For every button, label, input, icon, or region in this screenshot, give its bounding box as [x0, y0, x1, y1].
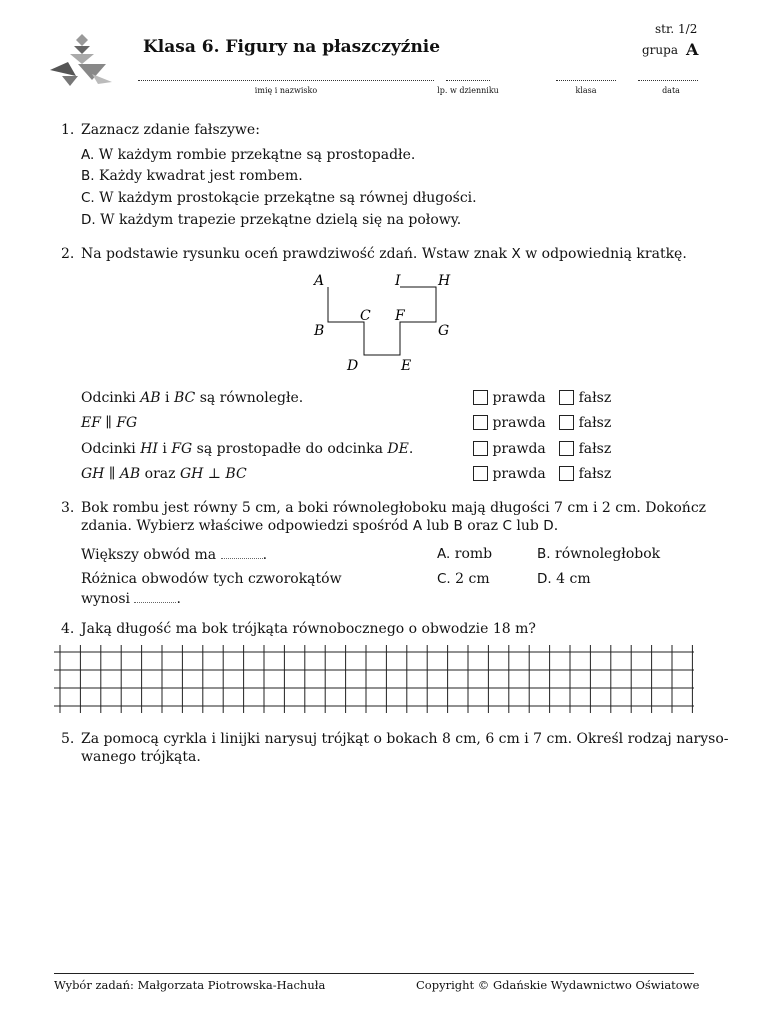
q1-option-c[interactable]: C. W każdym prostokącie przekątne są równej długości. — [81, 190, 477, 206]
q3-sentence-2a: Różnica obwodów tych czworokątów — [81, 571, 342, 587]
footer-author: Wybór zadań: Małgorzata Piotrowska-Hachuła — [54, 978, 326, 992]
q3-number: 3. — [61, 500, 75, 516]
q3-text-line2: zdania. Wybierz właściwe odpowiedzi spośród A lub B oraz C lub D. — [81, 518, 559, 534]
point-i-label: I — [395, 273, 401, 289]
q3-option-d[interactable]: D. 4 cm — [537, 571, 591, 587]
point-h-label: H — [438, 273, 451, 289]
point-e-label: E — [401, 358, 412, 374]
q1-option-d[interactable]: D. W każdym trapezie przekątne dzielą się na połowy. — [81, 212, 462, 228]
q2-text: Na podstawie rysunku oceń prawdziwość zdań. Wstaw znak X w odpowiednią kratkę. — [81, 246, 687, 262]
q2-statement-1: Odcinki AB i BC są równoległe. — [81, 390, 304, 406]
q2-row3-false-checkbox[interactable] — [559, 441, 574, 456]
date-field-label: data — [662, 86, 680, 95]
q2-row4-true-checkbox[interactable] — [473, 466, 488, 481]
q2-statement-3: Odcinki HI i FG są prostopadłe do odcinka DE. — [81, 441, 414, 457]
q1-option-a[interactable]: A. W każdym rombie przekątne są prostopadłe. — [81, 147, 416, 163]
q1-number: 1. — [61, 122, 75, 138]
q5-number: 5. — [61, 731, 75, 747]
q3-option-b[interactable]: B. równoległobok — [537, 546, 661, 562]
q3-blank-2[interactable] — [134, 590, 176, 603]
q3-option-c[interactable]: C. 2 cm — [437, 571, 490, 587]
q2-statement-4: GH ∥ AB oraz GH ⊥ BC — [81, 466, 247, 482]
point-a-label: A — [314, 273, 325, 289]
q3-blank-1[interactable] — [221, 546, 263, 559]
point-d-label: D — [347, 358, 359, 374]
q1-text: Zaznacz zdanie fałszywe: — [81, 122, 260, 138]
q3-text-line1: Bok rombu jest równy 5 cm, a boki równoległoboku mają długości 7 cm i 2 cm. Dokończ — [81, 500, 707, 516]
q3-option-a[interactable]: A. romb — [437, 546, 493, 562]
group-label: grupa — [642, 43, 678, 57]
footer-rule — [54, 973, 694, 974]
q2-row1-true-checkbox[interactable] — [473, 390, 488, 405]
page-title: Klasa 6. Figury na płaszczyźnie — [143, 37, 441, 57]
q4-number: 4. — [61, 621, 75, 637]
q2-statement-2: EF ∥ FG — [81, 415, 138, 431]
point-f-label: F — [395, 308, 405, 324]
point-g-label: G — [438, 323, 450, 339]
number-field-line[interactable] — [446, 80, 490, 81]
q2-answer-row-4: prawda fałsz — [473, 466, 611, 482]
q4-answer-grid[interactable] — [54, 645, 694, 715]
q3-sentence-2b: wynosi . — [81, 591, 181, 607]
point-b-label: B — [314, 323, 325, 339]
q2-answer-row-3: prawda fałsz — [473, 441, 611, 457]
q2-row1-false-checkbox[interactable] — [559, 390, 574, 405]
q5-text-line1: Za pomocą cyrkla i linijki narysuj trójkąt o bokach 8 cm, 6 cm i 7 cm. Określ rodzaj naryso- — [81, 731, 729, 747]
group-letter: A — [686, 40, 699, 59]
name-field-line[interactable] — [138, 80, 434, 81]
number-field-label: lp. w dzienniku — [437, 86, 499, 95]
tangram-logo — [48, 34, 114, 86]
q2-answer-row-2: prawda fałsz — [473, 415, 611, 431]
date-field-line[interactable] — [638, 80, 698, 81]
q1-option-b[interactable]: B. Każdy kwadrat jest rombem. — [81, 168, 303, 184]
point-c-label: C — [360, 308, 371, 324]
q5-text-line2: wanego trójkąta. — [81, 749, 201, 765]
q2-answer-row-1: prawda fałsz — [473, 390, 611, 406]
name-field-label: imię i nazwisko — [254, 86, 318, 95]
q2-row4-false-checkbox[interactable] — [559, 466, 574, 481]
q2-figure — [300, 266, 470, 376]
q4-text: Jaką długość ma bok trójkąta równobocznego o obwodzie 18 m? — [81, 621, 536, 637]
q3-sentence-1: Większy obwód ma . — [81, 547, 268, 563]
class-field-line[interactable] — [556, 80, 616, 81]
footer-copyright: Copyright © Gdańskie Wydawnictwo Oświatowe — [416, 978, 700, 992]
q2-number: 2. — [61, 246, 75, 262]
q2-row2-true-checkbox[interactable] — [473, 415, 488, 430]
q2-row2-false-checkbox[interactable] — [559, 415, 574, 430]
class-field-label: klasa — [575, 86, 597, 95]
page-number: str. 1/2 — [655, 22, 698, 36]
q2-row3-true-checkbox[interactable] — [473, 441, 488, 456]
